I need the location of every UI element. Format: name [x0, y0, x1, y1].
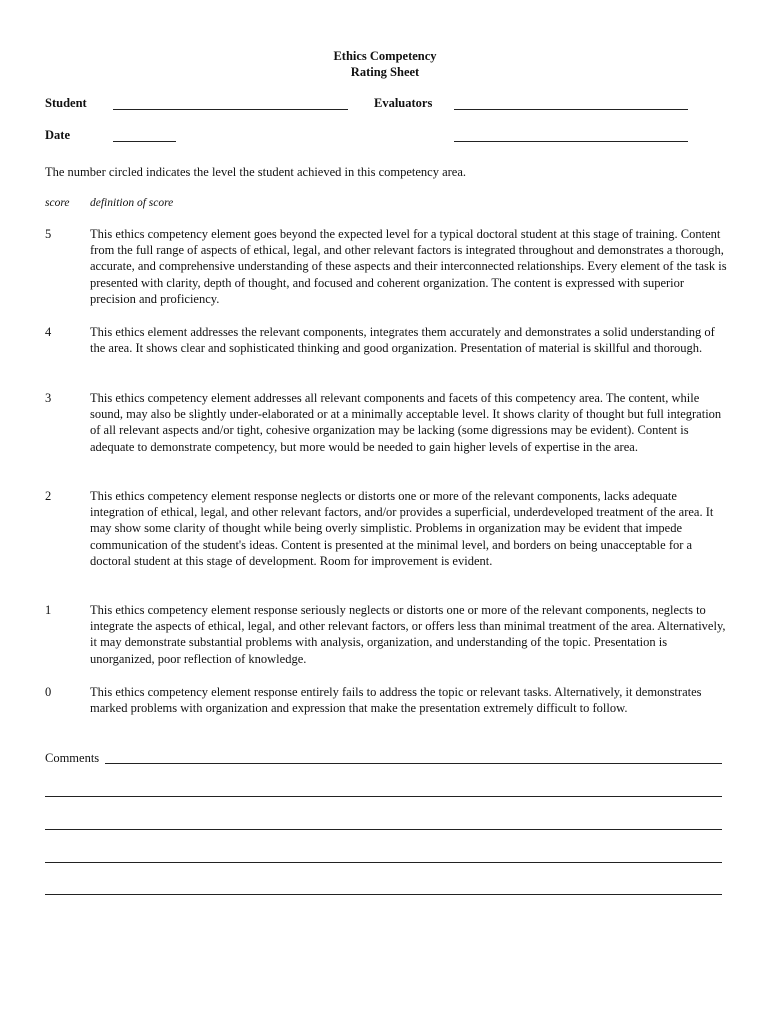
- score-definition: This ethics element addresses the relevant components, integrates them accurately and demonstrates a solid understanding of the area. It shows clear and sophisticated thinking and good organization. Presentation of material is skillful and thorough.: [90, 325, 715, 356]
- evaluator-name-line-1[interactable]: [454, 109, 688, 110]
- score-number: 3: [45, 391, 52, 405]
- score-column-header: score: [45, 197, 70, 209]
- score-definition: This ethics competency element addresses all relevant components and facets of this competency area. The content, while sound, may also be slightly under-elaborated or at a minimally acceptable level. It shows clarity of thought but full integration of all relevant aspects and/or tight, cohesive organization may be lacking (some digressions may be evident). Content is adequate to demonstrate competency, but more would be needed to gain higher levels of expertise in the area.: [90, 391, 722, 454]
- intro-text: The number circled indicates the level the student achieved in this competency area.: [45, 165, 467, 179]
- comments-line[interactable]: [45, 829, 722, 830]
- score-definition: This ethics competency element response seriously neglects or distorts one or more of the relevant components, neglects to integrate the aspects of ethical, legal, and other relevant factors, or offers less than minimal treatment of the area. Alternatively, it may demonstrate substantial problems with analysis, organization, and understanding of the topic. Presentation is unorganized, poor reflection of knowledge.: [90, 603, 726, 666]
- definition-column-header: definition of score: [90, 197, 174, 209]
- score-number: 4: [45, 325, 52, 339]
- student-name-line[interactable]: [113, 109, 348, 110]
- score-definition: This ethics competency element goes beyond the expected level for a typical doctoral student at this stage of training. Content from the full range of aspects of ethical, legal, and other relevant factors is integrated throughout and demonstrates a thorough, accurate, and comprehensive understanding of these aspects and their interconnected relationships. Every element of the task is presented with clarity, depth of thought, and focused and coherent organization. The content is expressed with superior precision and proficiency.: [90, 227, 727, 306]
- date-label: Date: [45, 128, 70, 142]
- evaluators-label: Evaluators: [374, 96, 433, 110]
- title-line-1: Ethics Competency: [333, 49, 437, 63]
- document-title: [0, 48, 770, 80]
- date-line[interactable]: [113, 141, 176, 142]
- score-number: 0: [45, 685, 52, 699]
- score-number: 5: [45, 227, 52, 241]
- score-definition: This ethics competency element response neglects or distorts one or more of the relevant components, lacks adequate integration of ethical, legal, and other relevant factors, and/or provides a superficial, underdeveloped treatment of the area. It may show some clarity of thought while being overly simplistic. Problems in organization may be evident that impede communication of the student's ideas. Content is presented at the minimal level, and borders on being unacceptable for a doctoral student at this stage of development. Room for improvement is evident.: [90, 489, 714, 568]
- comments-line[interactable]: [45, 894, 722, 895]
- score-number: 2: [45, 489, 52, 503]
- comments-line[interactable]: [105, 763, 722, 764]
- student-label: Student: [45, 96, 87, 110]
- comments-line[interactable]: [45, 862, 722, 863]
- comments-label: Comments: [45, 751, 100, 765]
- score-definition: This ethics competency element response entirely fails to address the topic or relevant tasks. Alternatively, it demonstrates marked problems with organization and expression that make the presentation extremely difficult to follow.: [90, 685, 702, 716]
- score-number: 1: [45, 603, 52, 617]
- title-line-2: Rating Sheet: [350, 65, 420, 79]
- evaluator-name-line-2[interactable]: [454, 141, 688, 142]
- comments-line[interactable]: [45, 796, 722, 797]
